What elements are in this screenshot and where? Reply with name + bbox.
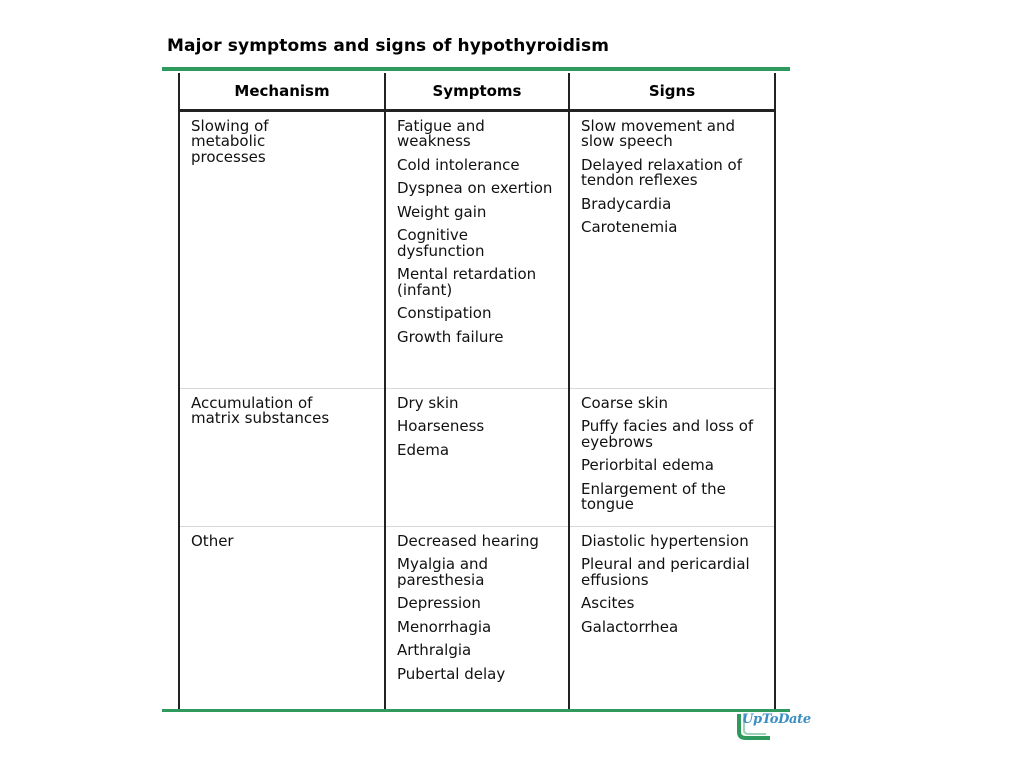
cell-symptoms [385, 110, 569, 388]
symptom-item: Fatigue and weakness [397, 116, 485, 150]
header-signs: Signs [569, 73, 775, 110]
sign-item: Puffy facies and loss of eyebrows [581, 417, 754, 451]
symptom-item: Menorrhagia [397, 617, 492, 636]
page-title: Major symptoms and signs of hypothyroidism [167, 36, 610, 56]
header-symptoms: Symptoms [385, 73, 569, 110]
cell-signs [569, 110, 775, 388]
symptom-item: Dry skin [397, 393, 459, 412]
mechanism-line: metabolic [191, 132, 266, 150]
sign-item: Coarse skin [581, 393, 668, 412]
top-divider [162, 67, 790, 71]
uptodate-logo [736, 708, 836, 740]
logo-text: UpToDate [742, 712, 811, 727]
mechanism-line: matrix substances [191, 409, 330, 427]
symptom-item: Hoarseness [397, 417, 485, 435]
symptom-item: Cold intolerance [397, 155, 520, 174]
header-mechanism: Mechanism [179, 73, 385, 110]
symptom-item: Depression [397, 594, 481, 612]
symptom-item: Pubertal delay [397, 664, 506, 683]
symptom-item: Decreased hearing [397, 531, 539, 550]
sign-item: Diastolic hypertension [581, 531, 749, 550]
table-header-row [179, 73, 775, 110]
symptom-item: Growth failure [397, 327, 504, 346]
bottom-divider [162, 709, 790, 712]
cell-signs [569, 526, 775, 711]
sign-item: Carotenemia [581, 218, 678, 236]
sign-item: Enlargement of the tongue [581, 479, 726, 513]
cell-mechanism [179, 388, 385, 526]
sign-item: Galactorrhea [581, 617, 679, 636]
symptom-item: Cognitive dysfunction [397, 226, 485, 260]
table-row [179, 388, 775, 526]
symptom-item: Arthralgia [397, 641, 472, 659]
mechanism-line: Accumulation of [191, 393, 313, 412]
cell-symptoms [385, 526, 569, 711]
sign-item: Pleural and pericardial effusions [581, 555, 750, 589]
sign-item: Slow movement and slow speech [581, 116, 736, 150]
cell-mechanism [179, 526, 385, 711]
table-row [179, 110, 775, 388]
mechanism-line: Other [191, 531, 234, 550]
cell-signs [569, 388, 775, 526]
sign-item: Periorbital edema [581, 456, 714, 474]
mechanism-line: Slowing of [191, 116, 269, 135]
symptom-item: Myalgia and paresthesia [397, 555, 489, 589]
table-row [179, 526, 775, 711]
cell-mechanism [179, 110, 385, 388]
symptom-item: Dyspnea on exertion [397, 179, 553, 197]
symptom-item: Constipation [397, 304, 492, 322]
sign-item: Delayed relaxation of tendon reflexes [581, 155, 742, 189]
sign-item: Ascites [581, 594, 635, 612]
sign-item: Bradycardia [581, 194, 672, 213]
symptoms-table [178, 73, 776, 711]
symptom-item: Mental retardation (infant) [397, 265, 537, 299]
mechanism-line: processes [191, 147, 266, 166]
symptom-item: Edema [397, 440, 450, 459]
cell-symptoms [385, 388, 569, 526]
symptom-item: Weight gain [397, 202, 487, 221]
